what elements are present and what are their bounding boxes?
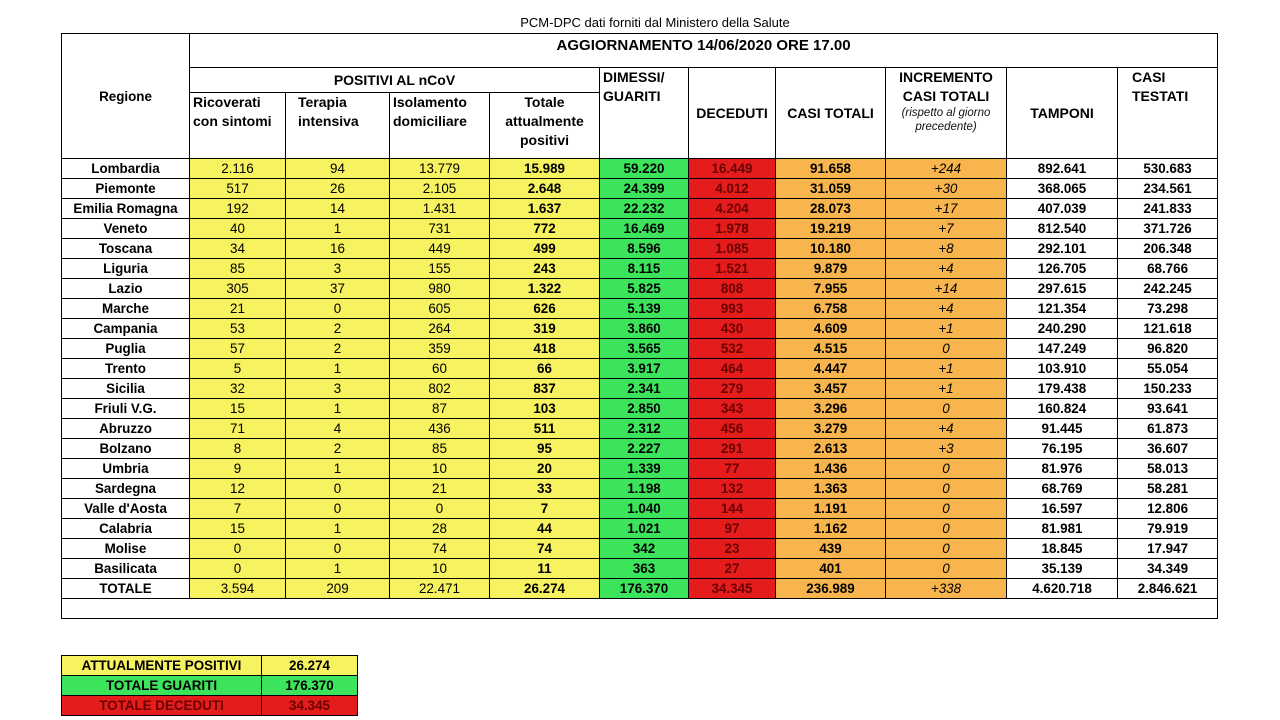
table-row [62,239,1218,259]
cell-terapia: 0 [286,499,390,519]
cell-tamponi: 35.139 [1007,559,1118,579]
cell-casi: 91.658 [776,159,886,179]
cell-incremento: +338 [886,579,1007,599]
cell-dimessi: 5.825 [600,279,689,299]
cell-casi: 3.457 [776,379,886,399]
cell-dimessi: 3.917 [600,359,689,379]
cell-tamponi: 18.845 [1007,539,1118,559]
summary-value: 34.345 [262,696,358,716]
cell-casi: 236.989 [776,579,886,599]
header-casi-testati: CASI TESTATI [1118,68,1218,159]
cell-testati: 530.683 [1118,159,1218,179]
cell-testati: 206.348 [1118,239,1218,259]
cell-regione: Puglia [62,339,190,359]
cell-testati: 2.846.621 [1118,579,1218,599]
cell-deceduti: 23 [689,539,776,559]
cell-ricoverati: 9 [190,459,286,479]
cell-terapia: 3 [286,379,390,399]
cell-incremento: +3 [886,439,1007,459]
cell-tamponi: 407.039 [1007,199,1118,219]
cell-testati: 96.820 [1118,339,1218,359]
cell-ricoverati: 15 [190,399,286,419]
cell-regione: Calabria [62,519,190,539]
cell-dimessi: 22.232 [600,199,689,219]
cell-casi: 439 [776,539,886,559]
cell-dimessi: 2.850 [600,399,689,419]
cell-casi: 401 [776,559,886,579]
cell-casi: 6.758 [776,299,886,319]
cell-terapia: 1 [286,459,390,479]
cell-tamponi: 103.910 [1007,359,1118,379]
cell-ricoverati: 34 [190,239,286,259]
cell-dimessi: 3.860 [600,319,689,339]
cell-tamponi: 121.354 [1007,299,1118,319]
cell-totale: 103 [490,399,600,419]
table-row [62,179,1218,199]
cell-isolamento: 2.105 [390,179,490,199]
cell-testati: 241.833 [1118,199,1218,219]
cell-regione: TOTALE [62,579,190,599]
cell-totale: 20 [490,459,600,479]
cell-tamponi: 892.641 [1007,159,1118,179]
cell-incremento: +1 [886,319,1007,339]
summary-value: 26.274 [262,656,358,676]
cell-testati: 36.607 [1118,439,1218,459]
cell-dimessi: 1.040 [600,499,689,519]
cell-totale: 511 [490,419,600,439]
cell-incremento: 0 [886,519,1007,539]
cell-testati: 58.281 [1118,479,1218,499]
cell-totale: 626 [490,299,600,319]
cell-testati: 371.726 [1118,219,1218,239]
cell-terapia: 0 [286,539,390,559]
cell-ricoverati: 305 [190,279,286,299]
cell-regione: Veneto [62,219,190,239]
cell-casi: 2.613 [776,439,886,459]
cell-regione: Bolzano [62,439,190,459]
cell-totale: 319 [490,319,600,339]
summary-label: TOTALE DECEDUTI [62,696,262,716]
cell-totale: 1.322 [490,279,600,299]
cell-regione: Friuli V.G. [62,399,190,419]
summary-row [62,676,358,696]
cell-totale: 95 [490,439,600,459]
cell-terapia: 209 [286,579,390,599]
summary-label: ATTUALMENTE POSITIVI [62,656,262,676]
cell-isolamento: 980 [390,279,490,299]
cell-totale: 243 [490,259,600,279]
cell-isolamento: 449 [390,239,490,259]
cell-isolamento: 60 [390,359,490,379]
cell-testati: 34.349 [1118,559,1218,579]
cell-incremento: 0 [886,399,1007,419]
cell-ricoverati: 15 [190,519,286,539]
cell-totale: 2.648 [490,179,600,199]
cell-testati: 17.947 [1118,539,1218,559]
header-incremento-label: INCREMENTO CASI TOTALI [899,69,993,104]
cell-isolamento: 10 [390,459,490,479]
cell-incremento: 0 [886,499,1007,519]
cell-dimessi: 3.565 [600,339,689,359]
summary-value: 176.370 [262,676,358,696]
cell-deceduti: 1.978 [689,219,776,239]
cell-ricoverati: 2.116 [190,159,286,179]
cell-ricoverati: 3.594 [190,579,286,599]
cell-deceduti: 4.012 [689,179,776,199]
header-tamponi: TAMPONI [1007,68,1118,159]
cell-tamponi: 68.769 [1007,479,1118,499]
cell-regione: Molise [62,539,190,559]
cell-terapia: 3 [286,259,390,279]
cell-deceduti: 27 [689,559,776,579]
cell-dimessi: 2.312 [600,419,689,439]
header-incremento-note: (rispetto al giorno precedente) [901,107,991,133]
cell-incremento: +17 [886,199,1007,219]
cell-totale: 837 [490,379,600,399]
cell-ricoverati: 32 [190,379,286,399]
cell-isolamento: 0 [390,499,490,519]
cell-totale: 74 [490,539,600,559]
header-positivi-group: POSITIVI AL nCoV [190,68,600,93]
cell-dimessi: 16.469 [600,219,689,239]
cell-isolamento: 22.471 [390,579,490,599]
cell-incremento: 0 [886,539,1007,559]
summary-row [62,656,358,676]
header-casi-totali: CASI TOTALI [776,68,886,159]
cell-ricoverati: 8 [190,439,286,459]
table-row [62,159,1218,179]
cell-dimessi: 5.139 [600,299,689,319]
cell-deceduti: 343 [689,399,776,419]
cell-deceduti: 993 [689,299,776,319]
cell-casi: 4.609 [776,319,886,339]
total-row [62,579,1218,599]
table-row [62,259,1218,279]
cell-totale: 772 [490,219,600,239]
cell-casi: 10.180 [776,239,886,259]
cell-incremento: +4 [886,259,1007,279]
source-caption: PCM-DPC dati forniti dal Ministero della Salute [520,15,790,30]
cell-tamponi: 297.615 [1007,279,1118,299]
cell-tamponi: 179.438 [1007,379,1118,399]
cell-regione: Lombardia [62,159,190,179]
cell-terapia: 1 [286,359,390,379]
cell-casi: 3.279 [776,419,886,439]
header-isolamento: Isolamento domiciliare [390,93,490,159]
table-row [62,299,1218,319]
cell-tamponi: 76.195 [1007,439,1118,459]
cell-testati: 58.013 [1118,459,1218,479]
cell-regione: Piemonte [62,179,190,199]
cell-regione: Marche [62,299,190,319]
update-title: AGGIORNAMENTO 14/06/2020 ORE 17.00 [190,34,1218,68]
cell-regione: Sardegna [62,479,190,499]
cell-dimessi: 1.198 [600,479,689,499]
cell-isolamento: 87 [390,399,490,419]
table-row [62,519,1218,539]
cell-deceduti: 456 [689,419,776,439]
cell-regione: Lazio [62,279,190,299]
cell-totale: 44 [490,519,600,539]
cell-deceduti: 144 [689,499,776,519]
table-row [62,399,1218,419]
cell-isolamento: 21 [390,479,490,499]
cell-regione: Umbria [62,459,190,479]
cell-incremento: +30 [886,179,1007,199]
cell-isolamento: 731 [390,219,490,239]
cell-tamponi: 368.065 [1007,179,1118,199]
cell-dimessi: 1.339 [600,459,689,479]
cell-casi: 9.879 [776,259,886,279]
header-dimessi: DIMESSI/ GUARITI [600,68,689,159]
cell-terapia: 1 [286,519,390,539]
cell-testati: 12.806 [1118,499,1218,519]
cell-isolamento: 155 [390,259,490,279]
cell-incremento: 0 [886,559,1007,579]
cell-tamponi: 147.249 [1007,339,1118,359]
cell-deceduti: 16.449 [689,159,776,179]
summary-label: TOTALE GUARITI [62,676,262,696]
cell-dimessi: 2.227 [600,439,689,459]
cell-dimessi: 1.021 [600,519,689,539]
cell-totale: 499 [490,239,600,259]
cell-incremento: 0 [886,459,1007,479]
table-row [62,379,1218,399]
cell-incremento: +4 [886,299,1007,319]
cell-casi: 3.296 [776,399,886,419]
cell-totale: 66 [490,359,600,379]
summary-table [61,655,358,716]
cell-terapia: 26 [286,179,390,199]
cell-testati: 61.873 [1118,419,1218,439]
cell-tamponi: 292.101 [1007,239,1118,259]
cell-isolamento: 13.779 [390,159,490,179]
cell-testati: 150.233 [1118,379,1218,399]
cell-regione: Toscana [62,239,190,259]
cell-incremento: +1 [886,359,1007,379]
cell-incremento: +4 [886,419,1007,439]
cell-ricoverati: 517 [190,179,286,199]
cell-ricoverati: 5 [190,359,286,379]
table-row [62,439,1218,459]
cell-testati: 55.054 [1118,359,1218,379]
cell-tamponi: 81.981 [1007,519,1118,539]
header-deceduti: DECEDUTI [689,68,776,159]
cell-terapia: 4 [286,419,390,439]
table-row [62,319,1218,339]
cell-ricoverati: 85 [190,259,286,279]
cell-ricoverati: 53 [190,319,286,339]
cell-regione: Valle d'Aosta [62,499,190,519]
cell-dimessi: 363 [600,559,689,579]
cell-isolamento: 802 [390,379,490,399]
cell-dimessi: 8.596 [600,239,689,259]
cell-deceduti: 1.521 [689,259,776,279]
cell-terapia: 94 [286,159,390,179]
cell-casi: 1.162 [776,519,886,539]
cell-casi: 1.436 [776,459,886,479]
covid-region-table [61,33,1218,619]
cell-terapia: 0 [286,299,390,319]
cell-totale: 33 [490,479,600,499]
cell-regione: Abruzzo [62,419,190,439]
table-row [62,539,1218,559]
table-row [62,559,1218,579]
cell-tamponi: 812.540 [1007,219,1118,239]
cell-isolamento: 359 [390,339,490,359]
header-incremento [886,68,1007,159]
cell-isolamento: 264 [390,319,490,339]
cell-regione: Liguria [62,259,190,279]
cell-terapia: 2 [286,439,390,459]
cell-testati: 242.245 [1118,279,1218,299]
cell-totale: 1.637 [490,199,600,219]
cell-testati: 121.618 [1118,319,1218,339]
cell-deceduti: 808 [689,279,776,299]
cell-ricoverati: 0 [190,539,286,559]
table-row [62,419,1218,439]
cell-terapia: 14 [286,199,390,219]
cell-regione: Trento [62,359,190,379]
cell-regione: Emilia Romagna [62,199,190,219]
cell-deceduti: 4.204 [689,199,776,219]
cell-isolamento: 10 [390,559,490,579]
cell-ricoverati: 12 [190,479,286,499]
cell-terapia: 2 [286,339,390,359]
cell-deceduti: 464 [689,359,776,379]
table-row [62,219,1218,239]
cell-ricoverati: 40 [190,219,286,239]
cell-terapia: 2 [286,319,390,339]
cell-dimessi: 24.399 [600,179,689,199]
header-ricoverati: Ricoverati con sintomi [190,93,286,159]
cell-isolamento: 28 [390,519,490,539]
table-row [62,199,1218,219]
cell-incremento: +7 [886,219,1007,239]
cell-terapia: 1 [286,219,390,239]
cell-tamponi: 4.620.718 [1007,579,1118,599]
cell-ricoverati: 7 [190,499,286,519]
cell-incremento: +14 [886,279,1007,299]
cell-incremento: +1 [886,379,1007,399]
cell-regione: Campania [62,319,190,339]
cell-casi: 1.363 [776,479,886,499]
cell-isolamento: 74 [390,539,490,559]
cell-deceduti: 532 [689,339,776,359]
cell-incremento: +244 [886,159,1007,179]
table-row [62,339,1218,359]
cell-casi: 4.447 [776,359,886,379]
cell-testati: 68.766 [1118,259,1218,279]
cell-ricoverati: 0 [190,559,286,579]
cell-tamponi: 240.290 [1007,319,1118,339]
cell-isolamento: 1.431 [390,199,490,219]
cell-totale: 7 [490,499,600,519]
cell-ricoverati: 57 [190,339,286,359]
cell-dimessi: 2.341 [600,379,689,399]
cell-tamponi: 126.705 [1007,259,1118,279]
cell-ricoverati: 21 [190,299,286,319]
cell-deceduti: 97 [689,519,776,539]
table-row [62,359,1218,379]
cell-terapia: 1 [286,559,390,579]
cell-deceduti: 34.345 [689,579,776,599]
cell-dimessi: 59.220 [600,159,689,179]
summary-row [62,696,358,716]
cell-deceduti: 291 [689,439,776,459]
cell-tamponi: 160.824 [1007,399,1118,419]
table-row [62,459,1218,479]
cell-dimessi: 8.115 [600,259,689,279]
header-totale-positivi: Totale attualmente positivi [490,93,600,159]
cell-terapia: 16 [286,239,390,259]
cell-testati: 234.561 [1118,179,1218,199]
cell-totale: 26.274 [490,579,600,599]
cell-deceduti: 430 [689,319,776,339]
cell-tamponi: 81.976 [1007,459,1118,479]
cell-incremento: 0 [886,339,1007,359]
cell-terapia: 37 [286,279,390,299]
cell-incremento: +8 [886,239,1007,259]
cell-casi: 28.073 [776,199,886,219]
cell-deceduti: 1.085 [689,239,776,259]
cell-ricoverati: 192 [190,199,286,219]
cell-tamponi: 16.597 [1007,499,1118,519]
cell-casi: 31.059 [776,179,886,199]
cell-isolamento: 436 [390,419,490,439]
cell-regione: Basilicata [62,559,190,579]
cell-terapia: 1 [286,399,390,419]
spacer-cell [62,599,1218,619]
cell-terapia: 0 [286,479,390,499]
cell-regione: Sicilia [62,379,190,399]
cell-totale: 15.989 [490,159,600,179]
table-row [62,499,1218,519]
cell-deceduti: 132 [689,479,776,499]
cell-testati: 79.919 [1118,519,1218,539]
cell-dimessi: 176.370 [600,579,689,599]
cell-isolamento: 85 [390,439,490,459]
cell-incremento: 0 [886,479,1007,499]
cell-testati: 93.641 [1118,399,1218,419]
cell-casi: 7.955 [776,279,886,299]
cell-totale: 11 [490,559,600,579]
cell-deceduti: 279 [689,379,776,399]
cell-deceduti: 77 [689,459,776,479]
cell-totale: 418 [490,339,600,359]
header-terapia: Terapia intensiva [286,93,390,159]
header-regione: Regione [62,34,190,159]
cell-casi: 4.515 [776,339,886,359]
table-row [62,479,1218,499]
spacer-row [62,599,1218,619]
cell-tamponi: 91.445 [1007,419,1118,439]
cell-ricoverati: 71 [190,419,286,439]
cell-testati: 73.298 [1118,299,1218,319]
cell-casi: 19.219 [776,219,886,239]
cell-isolamento: 605 [390,299,490,319]
cell-dimessi: 342 [600,539,689,559]
cell-casi: 1.191 [776,499,886,519]
table-row [62,279,1218,299]
